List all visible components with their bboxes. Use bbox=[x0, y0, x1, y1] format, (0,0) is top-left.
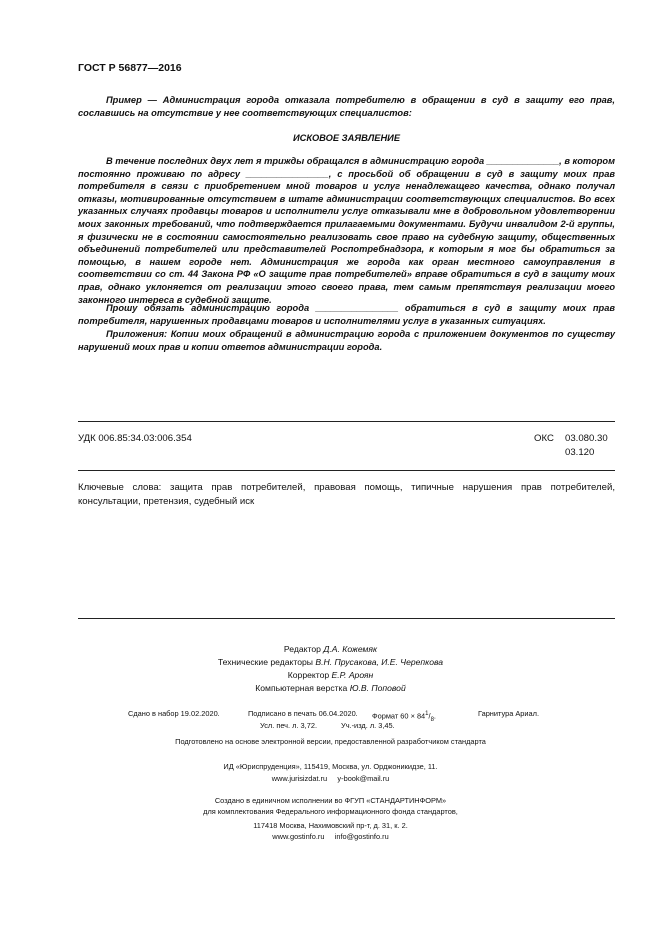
credit-corrector bbox=[0, 669, 661, 682]
publisher-mail-link[interactable]: y-book@mail.ru bbox=[337, 774, 390, 783]
standartinform-address: 117418 Москва, Нахимовский пр-т, д. 31, к. 2. bbox=[253, 821, 408, 830]
tech-names: В.Н. Прусакова, И.Е. Черепкова bbox=[315, 657, 444, 667]
editor-name: Д.А. Кожемяк bbox=[323, 644, 378, 654]
divider-bottom bbox=[78, 618, 615, 619]
imprint-font: Гарнитура Ариал. bbox=[478, 709, 540, 718]
credit-tech-editors bbox=[0, 656, 661, 669]
credit-editor bbox=[0, 643, 661, 656]
claim-title: ИСКОВОЕ ЗАЯВЛЕНИЕ bbox=[292, 133, 401, 143]
publisher-site-link[interactable]: www.jurisizdat.ru bbox=[271, 774, 328, 783]
tech-label: Технические редакторы bbox=[217, 657, 313, 667]
example-intro: Пример — Администрация города отказала потребителю в обращении в суд в защиту его прав, сославшись на отсутствие у нее соответствующих специалистов: bbox=[78, 95, 615, 118]
oks-label: ОКС bbox=[534, 433, 554, 444]
imprint-print-sheets: Усл. печ. л. 3,72. bbox=[260, 721, 317, 730]
created-line-1: Создано в единичном исполнении во ФГУП «СТАНДАРТИНФОРМ» bbox=[214, 796, 447, 805]
oks-code-2: 03.120 bbox=[565, 447, 595, 458]
claim-paragraph-1: В течение последних двух лет я трижды обращался в администрацию города ______________, в котором постоянно проживаю по адресу ________________, с просьбой об обращении в суд в защиту моих прав потребителя в связи с приобретением мной товаров и услуг ненадлежащего качества, однако получал отказы, мотивированные отсутствием в штате администрации соответствующих специалистов. Во всех указанных случаях продавцы товаров и исполнители услуг отказывали мне в добровольном удовлетворении моих законных требований, что подтверждается прилагаемыми документами. Будучи инвалидом 2-й группы, я физически не в состоянии самостоятельно реализовать свое право на судебную защиту, общественных объединений потребителей или представителей Роспотребнадзора, к которым я мог бы обратиться за помощью, в нашем городе нет. Администрация же города как орган местного самоуправления в соответствии со ст. 44 Закона РФ «О защите прав потребителей» вправе обратиться в суд в защиту моих прав, однако уклоняется от реализации этого своего права, тем самым препятствуя реализации моего законного интереса в судебной защите. bbox=[78, 156, 615, 305]
imprint-format: Формат $60 \times 84^1/_8$. bbox=[372, 711, 436, 723]
keywords: Ключевые слова: защита прав потребителей, правовая помощь, типичные нарушения прав потребителей, консультации, претензия, судебный иск bbox=[78, 482, 615, 507]
divider-middle bbox=[78, 470, 615, 471]
credit-layout bbox=[0, 682, 661, 695]
prepared-note: Подготовлено на основе электронной версии, предоставленной разработчиком стандарта bbox=[175, 737, 486, 746]
udk-code: УДК 006.85:34.03:006.354 bbox=[78, 433, 192, 444]
divider-top bbox=[78, 421, 615, 422]
imprint-signed: Подписано в печать 06.04.2020. bbox=[248, 709, 358, 718]
created-line-2: для комплектования Федерального информационного фонда стандартов, bbox=[203, 807, 458, 816]
corrector-label: Корректор bbox=[287, 670, 330, 680]
layout-name: Ю.В. Поповой bbox=[349, 683, 406, 693]
gostinfo-site-link[interactable]: www.gostinfo.ru bbox=[272, 832, 325, 841]
editor-label: Редактор bbox=[283, 644, 321, 654]
corrector-name: Е.Р. Ароян bbox=[331, 670, 374, 680]
publisher-address: ИД «Юриспруденция», 115419, Москва, ул. Орджоникидзе, 11. bbox=[223, 762, 438, 771]
layout-label: Компьютерная верстка bbox=[255, 683, 348, 693]
format-prefix: Формат 60 × 84 bbox=[372, 711, 426, 721]
format-numerator: 1 bbox=[425, 711, 429, 717]
claim-paragraph-2: Прошу обязать администрацию города ________________ обратиться в суд в защиту моих прав потребителя, нарушенных продавцами товаров и исполнителями услуг в указанных ситуациях. bbox=[78, 303, 615, 326]
format-denominator: 8 bbox=[430, 716, 434, 723]
standard-code: ГОСТ Р 56877—2016 bbox=[78, 62, 182, 74]
imprint-publ-sheets: Уч.-изд. л. 3,45. bbox=[341, 721, 395, 730]
standartinform-contacts bbox=[0, 831, 661, 843]
oks-code-1: 03.080.30 bbox=[565, 433, 608, 444]
gostinfo-mail-link[interactable]: info@gostinfo.ru bbox=[334, 832, 389, 841]
imprint-sent: Сдано в набор 19.02.2020. bbox=[128, 709, 220, 718]
claim-attachments: Приложения: Копии моих обращений в администрацию города с приложением документов по существу нарушений моих прав и копии ответов администрации города. bbox=[78, 329, 615, 352]
publisher-contacts bbox=[0, 773, 661, 785]
